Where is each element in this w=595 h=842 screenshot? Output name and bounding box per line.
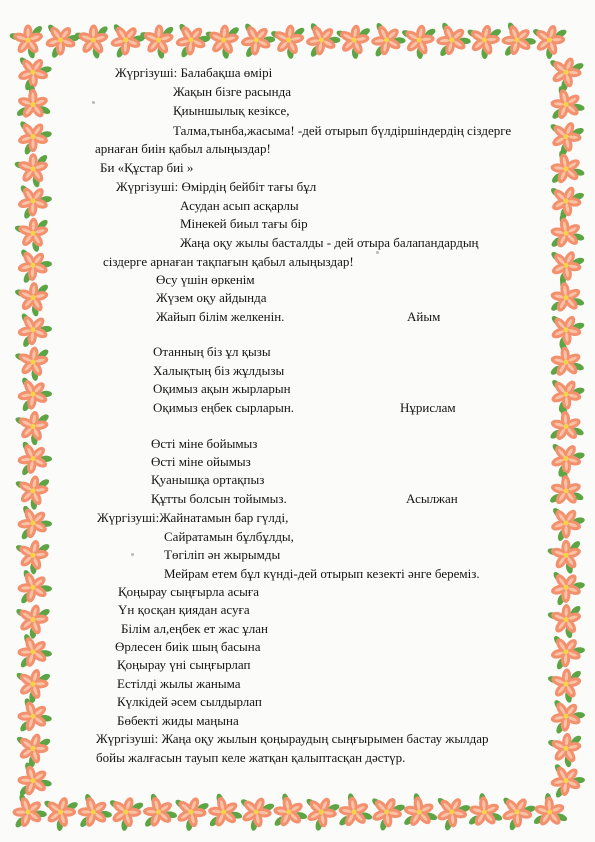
poinsettia-flower-icon: [10, 536, 52, 578]
poinsettia-flower-icon: [491, 789, 539, 837]
poinsettia-flower-icon: [545, 731, 584, 769]
text-line: Би «Құстар биі »: [100, 160, 194, 175]
poinsettia-flower-icon: [1, 787, 50, 836]
poinsettia-flower-icon: [6, 113, 55, 162]
text-line: Естілді жылы жаныма: [117, 676, 241, 691]
text-line: Асудан асып асқарлы: [180, 198, 299, 213]
poinsettia-flower-icon: [541, 467, 586, 512]
text-line: Жүргізуші:Жайнатамын бар гүлді,: [97, 510, 289, 525]
poinsettia-flower-icon: [11, 408, 51, 448]
poinsettia-flower-icon: [12, 344, 51, 383]
text-line: Жүргізуші: Жаңа оқу жылын қоңыраудың сыңғырымен бастау жылдар: [96, 731, 489, 746]
scan-speck: [92, 101, 95, 104]
text-line: Төгіліп ән жырымды: [164, 547, 281, 562]
poinsettia-flower-icon: [6, 305, 56, 355]
text-line: бойы жалғасын тауып келе жатқан қалыптасқан дәстүр.: [96, 750, 406, 765]
text-line: Оқимыз еңбек сырларын.: [153, 400, 295, 415]
text-line: Өсті міне ойымыз: [151, 454, 251, 469]
poinsettia-flower-icon: [394, 788, 441, 835]
poinsettia-flower-icon: [11, 472, 52, 513]
poinsettia-flower-icon: [6, 370, 56, 420]
text-line: Жақын бізге расында: [173, 84, 292, 99]
text-line: арнаған биін қабыл алыңыздар!: [95, 141, 271, 156]
poinsettia-flower-icon: [540, 209, 587, 257]
poinsettia-flower-icon: [13, 153, 49, 188]
text-line: Қоңырау үні сыңғырлап: [117, 657, 251, 672]
text-line: Оқимыз ақын жырларын: [153, 381, 291, 396]
text-line: Жүзем оқу айдында: [156, 290, 267, 305]
poinsettia-flower-icon: [203, 22, 242, 60]
poinsettia-flower-icon: [138, 23, 176, 60]
poinsettia-flower-icon: [34, 16, 83, 65]
poinsettia-flower-icon: [426, 789, 474, 837]
poinsettia-flower-icon: [13, 217, 50, 254]
text-line: Халықтың біз жұлдызы: [153, 363, 285, 378]
text-line: Өсті міне бойымыз: [151, 436, 258, 451]
poinsettia-flower-icon: [12, 280, 50, 318]
text-line: Мінекей биыл тағы бір: [180, 216, 308, 231]
text-line: Жайып білім желкенін.: [156, 309, 285, 324]
poinsettia-flower-icon: [6, 498, 56, 548]
poinsettia-flower-icon: [9, 727, 54, 771]
text-line: Талма,тынба,жасыма! -дей отырып бүлдіршіндердің сіздерге: [173, 123, 512, 138]
poinsettia-flower-icon: [539, 692, 589, 742]
poinsettia-flower-icon: [10, 599, 53, 642]
text-line: Қуанышқа ортақпыз: [151, 472, 265, 487]
poinsettia-flower-icon: [6, 241, 55, 290]
text-line: Қиыншылық кезіксе,: [173, 103, 290, 118]
text-line: Жаңа оқу жылы басталды - дей отыра балапандардың: [180, 235, 479, 250]
text-line: Үн қосқан қиядан асуға: [118, 602, 250, 617]
text-line: Жүргізуші: Өмірдің бейбіт тағы бұл: [116, 179, 317, 194]
speaker-name: Нұрислам: [400, 400, 456, 415]
text-line: Бөбекті жиды маңына: [117, 713, 239, 728]
poinsettia-flower-icon: [539, 499, 588, 548]
poinsettia-flower-icon: [540, 273, 587, 320]
speaker-name: Асылжан: [406, 491, 458, 506]
text-line: Сайратамын бұлбұлды,: [164, 529, 294, 544]
text-line: Отанның біз ұл қызы: [153, 344, 271, 359]
text-line: Білім ал,еңбек ет жас ұлан: [121, 621, 268, 636]
scan-speck: [131, 553, 134, 556]
poinsettia-flower-icon: [541, 338, 587, 384]
text-line: Жүргізуші: Балабақша өмірі: [115, 65, 273, 80]
poinsettia-flower-icon: [547, 540, 582, 575]
poinsettia-flower-icon: [539, 628, 588, 677]
poinsettia-flower-icon: [541, 403, 587, 449]
scan-speck: [376, 251, 379, 254]
poinsettia-flower-icon: [539, 563, 588, 612]
text-line: Мейрам етем бұл күнді-дей отырып кезекті әнге береміз.: [164, 566, 480, 581]
text-line: Құтты болсын тойымыз.: [151, 491, 287, 506]
speaker-name: Айым: [407, 309, 441, 324]
poinsettia-flower-icon: [73, 24, 110, 60]
text-line: Күлкідей әсем сылдырлап: [117, 694, 262, 709]
poinsettia-flower-icon: [546, 603, 583, 639]
text-line: Қоңырау сыңғырла асыға: [118, 584, 259, 599]
poinsettia-flower-icon: [6, 177, 55, 226]
poinsettia-flower-icon: [6, 434, 56, 484]
poinsettia-flower-icon: [361, 789, 409, 836]
poinsettia-flower-icon: [9, 24, 44, 59]
text-line: сіздерге арнаған тақпағын қабыл алыңыздар!: [103, 254, 354, 269]
poinsettia-flower-icon: [99, 16, 148, 65]
text-line: Өсу үшін өркенім: [156, 272, 255, 287]
poinsettia-flower-icon: [9, 81, 53, 126]
text-line: Өрлесен биік шың басына: [115, 639, 261, 654]
poinsettia-flower-icon: [9, 663, 53, 707]
poinsettia-flower-icon: [546, 667, 584, 704]
